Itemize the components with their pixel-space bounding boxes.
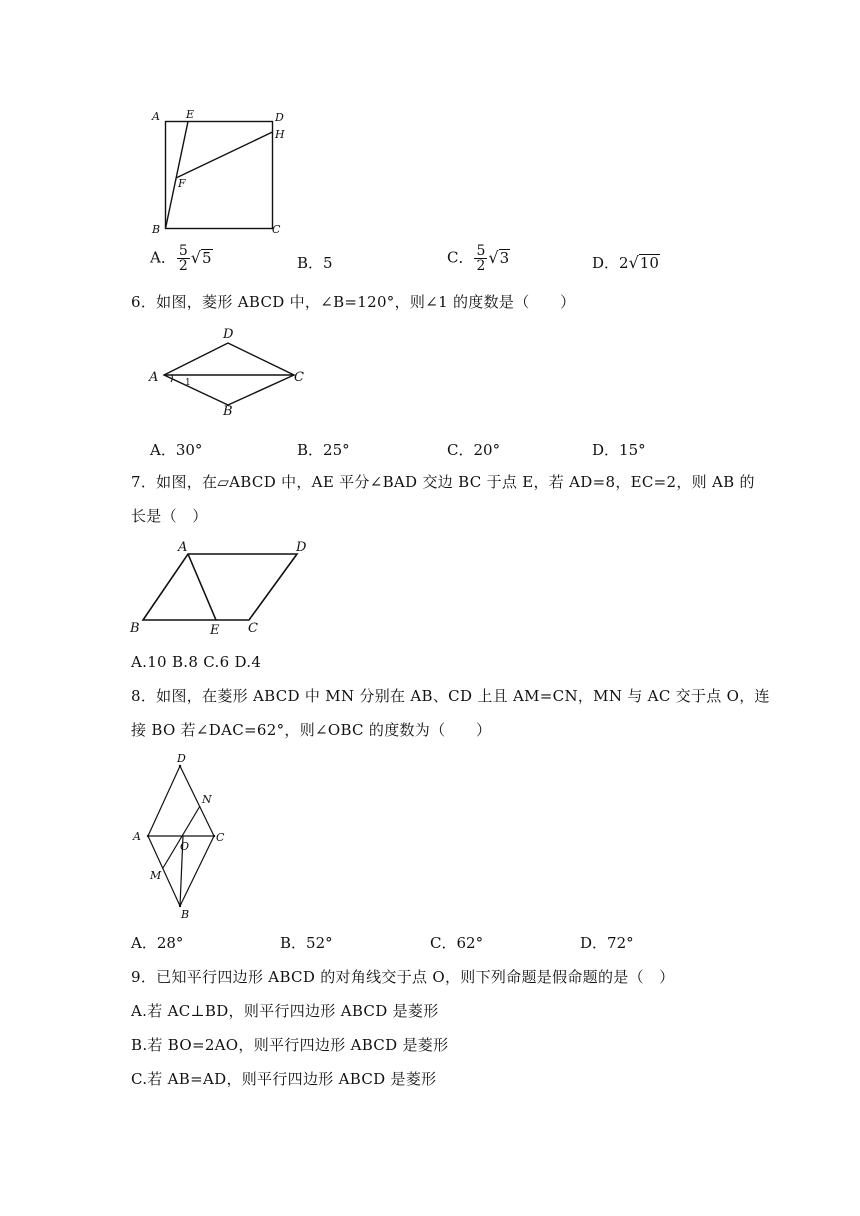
q9-option-b[interactable]: B.若 BO=2AO，则平行四边形 ABCD 是菱形 (131, 1036, 449, 1054)
q8-stem-line1: 8．如图，在菱形 ABCD 中 MN 分别在 AB、CD 上且 AM=CN，MN 与 AC 交于点 O，连 (131, 687, 770, 705)
q7-label-A: A (178, 540, 188, 555)
q8-label-B: B (181, 908, 190, 921)
q5-figure (140, 100, 300, 240)
q8-label-D: D (177, 752, 186, 765)
q7-label-B: B (130, 621, 140, 636)
q6-label-C: C (294, 370, 304, 385)
q5-label-C: C (272, 223, 281, 236)
q5-label-H: H (275, 128, 285, 141)
sqrt-icon: √ (488, 247, 499, 267)
q9-option-a[interactable]: A.若 AC⊥BD，则平行四边形 ABCD 是菱形 (131, 1002, 439, 1020)
q5-label-B: B (152, 223, 161, 236)
q7-figure (125, 536, 325, 641)
q8-label-A: A (133, 830, 141, 843)
fraction: $\frac{5}{2}$ (476, 243, 486, 274)
q8-option-c[interactable]: C．62° (430, 934, 484, 952)
q5-label-D: D (275, 111, 284, 124)
q6-stem: 6．如图，菱形 ABCD 中，∠B=120°，则∠1 的度数是（ ） (131, 293, 576, 311)
q5-label-F: F (178, 177, 186, 190)
q6-option-d[interactable]: D．15° (592, 441, 646, 459)
q5-option-b[interactable]: B．5 (297, 254, 333, 272)
q7-stem-line2: 长是（ ） (131, 507, 208, 525)
q9-stem: 9．已知平行四边形 ABCD 的对角线交于点 O，则下列命题是假命题的是（ ） (131, 968, 675, 986)
q8-label-C: C (216, 831, 225, 844)
q5-option-a[interactable]: A． $\frac{5}{2}$ √5 (150, 243, 212, 274)
q8-stem-line2: 接 BO 若∠DAC=62°，则∠OBC 的度数为（ ） (131, 721, 492, 739)
q6-figure (140, 322, 320, 422)
q5-option-c[interactable]: C． $\frac{5}{2}$ √3 (447, 243, 510, 274)
q8-label-N: N (202, 793, 212, 806)
q8-label-O: O (180, 840, 190, 853)
q7-label-C: C (248, 621, 258, 636)
q6-option-a[interactable]: A．30° (150, 441, 203, 459)
q6-label-1: 1 (185, 378, 191, 388)
q7-label-E: E (210, 623, 220, 638)
q6-label-A: A (149, 370, 159, 385)
q8-option-a[interactable]: A．28° (131, 934, 184, 952)
q8-label-M: M (150, 869, 162, 882)
q8-figure (125, 748, 245, 923)
q7-stem-line1: 7．如图，在▱ABCD 中，AE 平分∠BAD 交边 BC 于点 E，若 AD=8，EC=2，则 AB 的 (131, 473, 755, 491)
q7-options[interactable]: A.10 B.8 C.6 D.4 (131, 653, 262, 671)
q6-label-B: B (223, 404, 233, 419)
sqrt-icon: √ (628, 253, 639, 272)
q9-option-c[interactable]: C.若 AB=AD，则平行四边形 ABCD 是菱形 (131, 1070, 437, 1088)
q5-label-A: A (152, 110, 160, 123)
q6-option-c[interactable]: C．20° (447, 441, 501, 459)
sqrt-icon: √ (190, 247, 201, 267)
q6-option-b[interactable]: B．25° (297, 441, 350, 459)
q8-option-b[interactable]: B．52° (280, 934, 333, 952)
q8-option-d[interactable]: D．72° (580, 934, 634, 952)
q5-label-E: E (186, 108, 195, 121)
q6-label-D: D (223, 327, 234, 342)
q7-label-D: D (296, 540, 307, 555)
fraction: $\frac{5}{2}$ (178, 243, 188, 274)
q5-option-d[interactable]: D．2√10 (592, 253, 659, 272)
